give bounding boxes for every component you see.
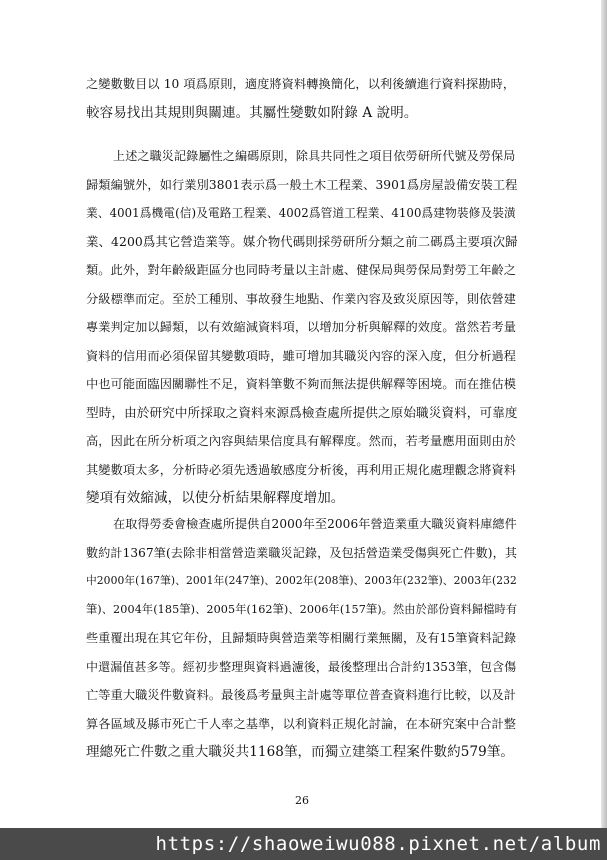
text-line: 中還漏值甚多等。經初步整理與資料過濾後，最後整理出合計約1353筆，包含傷 xyxy=(86,659,517,674)
text-line: 變項有效縮減，以使分析結果解釋度增加。 xyxy=(86,490,345,506)
text-line: 業、4001爲機電(信)及電路工程業、4002爲管道工程業、4100爲建物裝修及裝潢 xyxy=(86,206,516,220)
text-line: 歸類編號外，如行業別3801表示爲一般土木工程業、3901爲房屋設備安裝工程 xyxy=(86,177,518,192)
text-line: 業、4200爲其它營造業等。媒介物代碼則採勞研所分類之前二碼爲主要項次歸 xyxy=(86,233,518,249)
text-line: 型時，由於研究中所採取之資料來源爲檢查處所提供之原始職災資料，可靠度 xyxy=(86,404,518,420)
text-line: 在取得勞委會檢查處所提供自2000年至2006年營造業重大職災資料庫總件 xyxy=(113,517,517,531)
page-number: 26 xyxy=(295,794,309,807)
text-line: 其變數項太多，分析時必須先透過敏感度分析後，再利用正規化處理觀念將資料 xyxy=(86,462,517,477)
paragraph-1 xyxy=(86,70,518,127)
text-line: 較容易找出其規則與關連。其屬性變數如附錄 A 說明。 xyxy=(86,104,418,121)
text-line: 中2000年(167筆)、2001年(247筆)、2002年(208筆)、2003年(232筆)、2003年(232 xyxy=(86,574,517,587)
paragraph-2 xyxy=(86,142,518,513)
paragraph-3 xyxy=(86,510,518,767)
text-line: 中也可能面臨因關聯性不足，資料筆數不夠而無法提供解釋等困境。而在推估模 xyxy=(86,377,517,391)
text-line: 數約計1367筆(去除非相當營造業職災記錄，及包括營造業受傷與死亡件數)，其 xyxy=(86,545,518,560)
text-line: 算各區域及縣市死亡千人率之基準，以利資料正規化討論，在本研究案中合計整 xyxy=(86,716,517,731)
text-line: 上述之職災記錄屬性之編碼原則，除具共同性之項目依勞研所代號及勞保局 xyxy=(113,149,516,163)
text-line: 類。此外，對年齡級距區分也同時考量以主計處、健保局與勞保局對勞工年齡之 xyxy=(86,263,517,277)
text-line: 高，因此在所分析項之內容與結果信度具有解釋度。然而，若考量應用面則由於 xyxy=(86,434,517,448)
text-line: 亡等重大職災件數資料。最後爲考量與主計處等單位普查資料進行比較，以及計 xyxy=(86,688,517,702)
text-line: 理總死亡件數之重大職災共1168筆，而獨立建築工程案件數約579筆。 xyxy=(86,744,515,760)
text-line: 些重覆出現在其它年份，且歸類時與營造業等相關行業無關，及有15筆資料記錄 xyxy=(86,631,517,645)
text-line: 之變數數目以 10 項爲原則，適度將資料轉換簡化，以利後續進行資料探勘時， xyxy=(86,77,516,91)
text-line: 分級標準而定。至於工種別、事故發生地點、作業內容及致災原因等，則依營建 xyxy=(86,291,517,306)
page-edge-shadow xyxy=(601,0,607,828)
text-line: 資料的信用而必須保留其變數項時，雖可增加其職災內容的深入度，但分析過程 xyxy=(86,348,517,363)
text-line: 專業判定加以歸類，以有效縮減資料項，以增加分析與解釋的效度。當然若考量 xyxy=(86,320,517,334)
watermark-banner: https://shaoweiwu088.pixnet.net/album xyxy=(0,828,607,860)
text-line: 筆)、2004年(185筆)、2005年(162筆)、2006年(157筆)。然由於部份資料歸檔時有 xyxy=(86,602,518,616)
